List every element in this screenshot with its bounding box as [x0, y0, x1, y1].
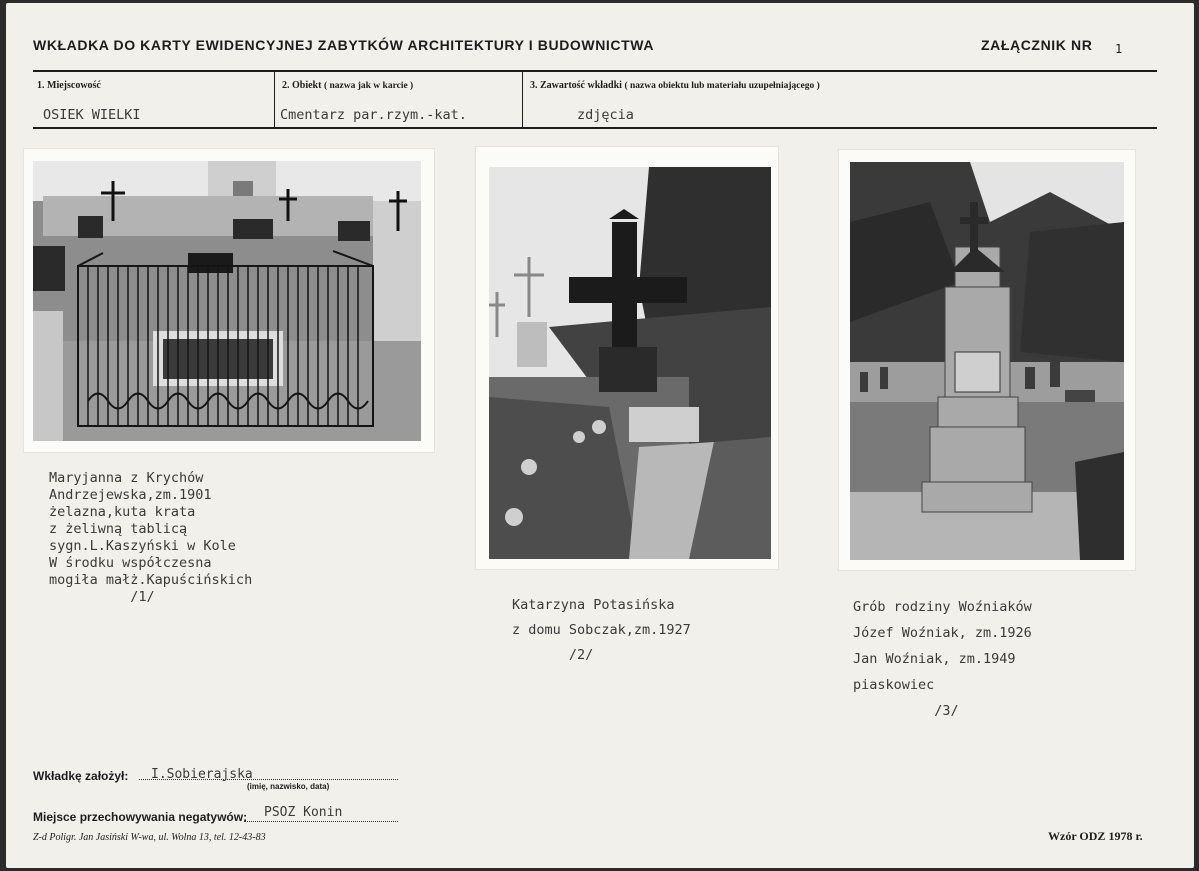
content-label: 3. Zawartość wkładki ( nazwa obiektu lub materiału uzupełniającego ) [530, 80, 820, 91]
field-divider-2 [522, 72, 523, 127]
photo-3 [839, 150, 1135, 570]
annex-number: 1 [1115, 42, 1123, 56]
photo-1 [24, 149, 434, 452]
caption-2: Katarzyna Potasińska z domu Sobczak,zm.1927 /2/ [512, 597, 691, 663]
photo-1-image [33, 161, 421, 441]
header-rule-bottom [33, 127, 1157, 129]
storage-label: Miejsce przechowywania negatywów: [33, 810, 248, 824]
locality-value: OSIEK WIELKI [43, 107, 141, 123]
field-divider-1 [274, 72, 275, 127]
creator-label: Wkładkę założył: [33, 769, 129, 783]
photo-2-image [489, 167, 771, 559]
object-label: 2. Obiekt ( nazwa jak w karcie ) [282, 80, 414, 91]
caption-1: Maryjanna z Krychów Andrzejewska,zm.1901 żelazna,kuta krata z żeliwną tablicą sygn.L.Kaszyński w Kole W środku współczesna mogiła małż.Kapuścińskich /1/ [49, 470, 253, 605]
caption-3: Grób rodziny Woźniaków Józef Woźniak, zm.1926 Jan Woźniak, zm.1949 piaskowiec /3/ [853, 599, 1032, 719]
form-code: Wzór ODZ 1978 r. [1048, 829, 1143, 843]
content-value: zdjęcia [577, 107, 634, 123]
form-title: WKŁADKA DO KARTY EWIDENCYJNEJ ZABYTKÓW ARCHITEKTURY I BUDOWNICTWA [33, 37, 655, 53]
printer-note: Z-d Poligr. Jan Jasiński W-wa, ul. Wolna 13, tel. 12-43-83 [33, 832, 266, 843]
annex-label: ZAŁĄCZNIK NR [981, 37, 1093, 53]
photo-2 [476, 147, 778, 569]
photo-3-image [850, 162, 1124, 560]
creator-hint: (imię, nazwisko, data) [247, 782, 330, 791]
header-rule-top [33, 70, 1157, 72]
storage-value: PSOZ Konin [264, 805, 343, 820]
locality-label: 1. Miejscowość [37, 80, 101, 91]
object-value: Cmentarz par.rzym.-kat. [280, 107, 467, 123]
record-sheet [6, 3, 1194, 868]
creator-value: I.Sobierajska [151, 767, 253, 782]
storage-line [244, 821, 398, 822]
